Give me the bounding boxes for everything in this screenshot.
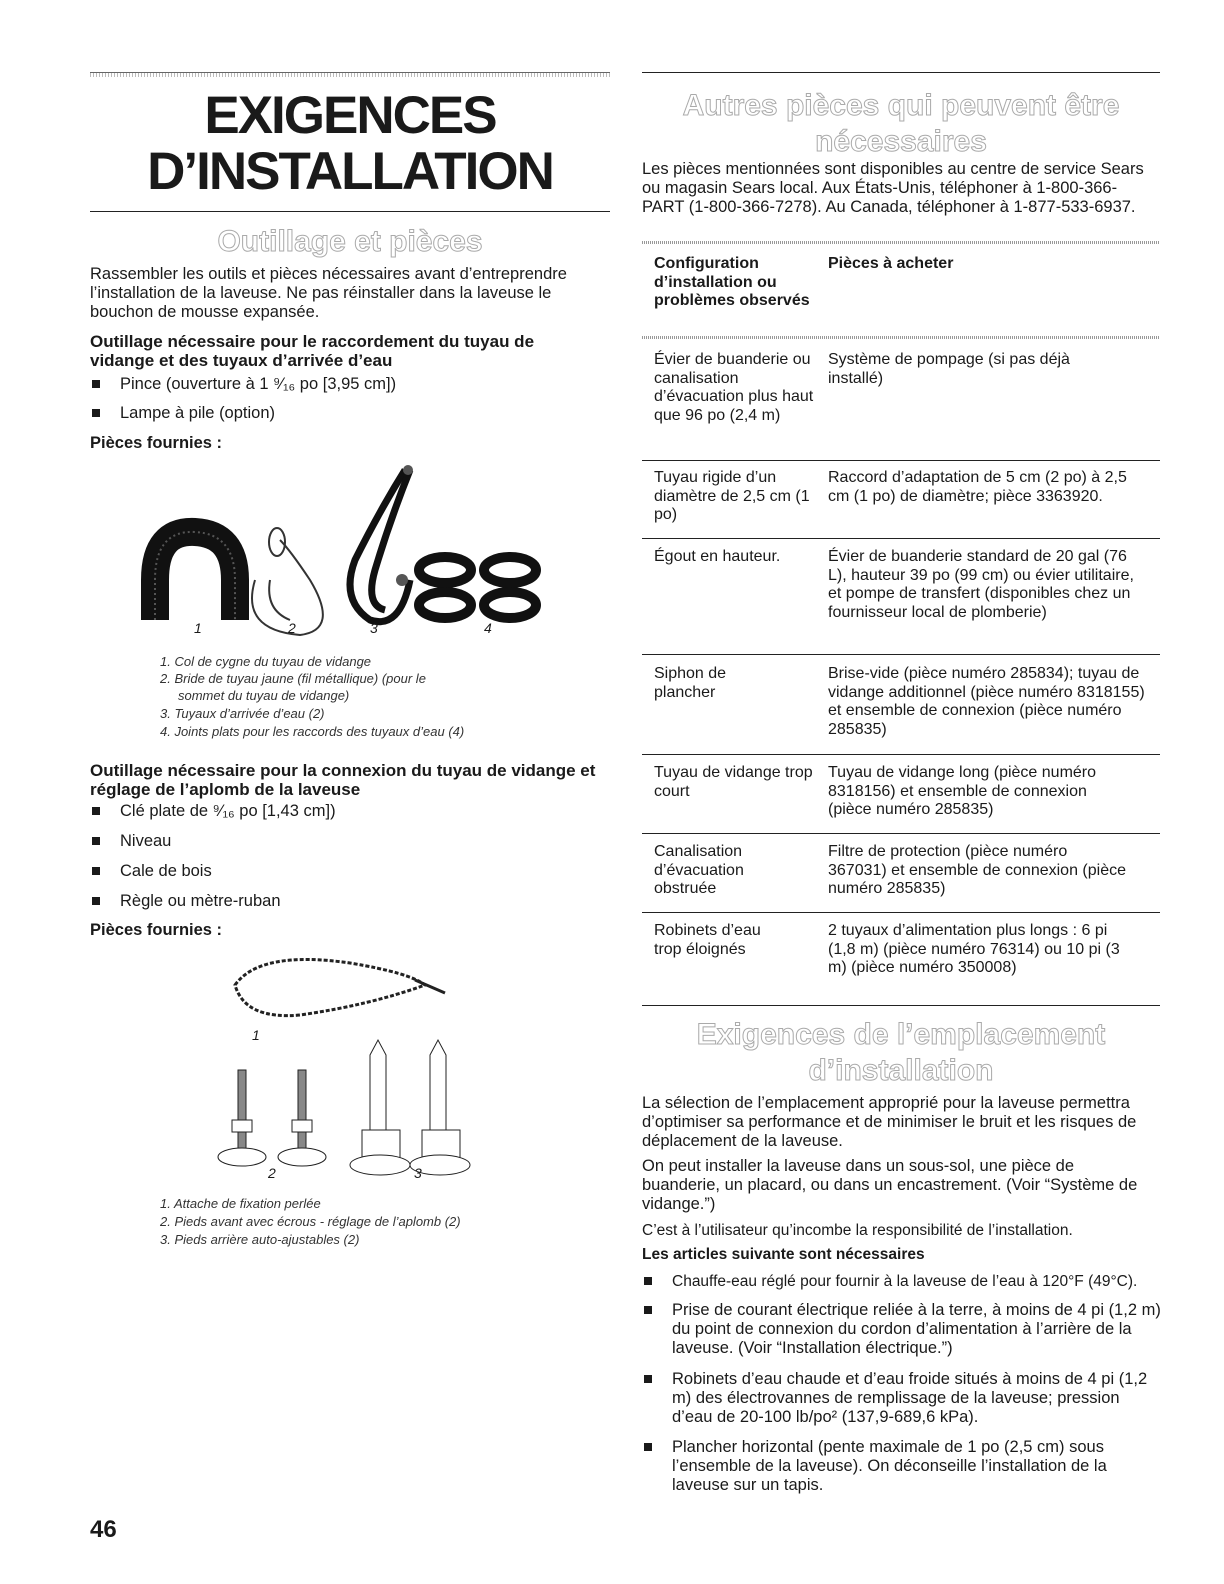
title-divider <box>90 211 610 212</box>
figure-leveling-parts <box>200 945 480 1185</box>
table-row-divider <box>642 912 1160 913</box>
table-header-parts: Pièces à acheter <box>828 255 954 272</box>
table-top-rule <box>642 241 1160 244</box>
table-header-config: Configuration d’installation ou problèmes observés <box>654 255 810 309</box>
section-title-location: Exigences de l’emplacement d’installation <box>696 1018 1106 1087</box>
figure2-caption: 1. Attache de fixation perlée <box>160 1196 321 1211</box>
section-title-tools: Outillage et pièces <box>217 225 483 258</box>
table-bottom-rule <box>642 1005 1160 1006</box>
table-row-divider <box>642 833 1160 834</box>
table-header-rule <box>642 336 1160 339</box>
tool-item: Niveau <box>92 832 610 851</box>
top-rule-right <box>642 72 1160 73</box>
figure-drain-parts <box>140 460 560 640</box>
required-item: Robinets d’eau chaude et d’eau froide situés à moins de 4 pi (1,2 m) des électrovannes de remplissage de la laveuse; pression d’eau de 20-100 lb/po² (137,9-689,6 kPa). <box>644 1370 1162 1427</box>
table-cell-parts: Système de pompage (si pas déjà installé) <box>828 351 1070 387</box>
figure1-number: 1 <box>194 620 202 636</box>
heading-required-items: Les articles suivante sont nécessaires <box>642 1246 925 1263</box>
tool-item: Clé plate de ⁹⁄₁₆ po [1,43 cm]) <box>92 802 610 821</box>
table-row-divider <box>642 538 1160 539</box>
table-cell-config: Évier de buanderie ou canalisation d’évacuation plus haut que 96 po (2,4 m) <box>654 351 814 424</box>
other-parts-intro: Les pièces mentionnées sont disponibles au centre de service Sears ou magasin Sears local. Aux États-Unis, téléphoner à 1-800-366-PART (1-800-366-7278). Au Canada, téléphoner à 1-877-533-6937. <box>642 160 1144 216</box>
heading-drain-tools: Outillage nécessaire pour le raccordement du tuyau de vidange et des tuyaux d’arrivée d’eau <box>90 332 535 370</box>
table-cell-config: Égout en hauteur. <box>654 548 781 565</box>
figure1-caption: 2. Bride de tuyau jaune (fil métallique) (pour le <box>160 671 426 686</box>
required-item: Prise de courant électrique reliée à la terre, à moins de 4 pi (1,2 m) du point de connexion du cordon d’alimentation à l’arrière de la laveuse. (Voir “Installation électrique.”) <box>644 1301 1162 1358</box>
figure1-caption: 3. Tuyaux d’arrivée d’eau (2) <box>160 706 325 721</box>
flat-washers-illustration <box>419 557 536 618</box>
table-cell-config: Tuyau de vidange trop court <box>654 764 813 800</box>
table-cell-parts: Filtre de protection (pièce numéro 367031) et ensemble de connexion (pièce numéro 285835) <box>828 843 1126 897</box>
tool-item: Lampe à pile (option) <box>92 404 610 423</box>
figure2-caption: 3. Pieds arrière auto-ajustables (2) <box>160 1232 360 1247</box>
figure1-number: 4 <box>484 620 492 636</box>
heading-leveling-tools: Outillage nécessaire pour la connexion du tuyau de vidange et réglage de l’aplomb de la laveuse <box>90 761 596 799</box>
figure1-caption: 4. Joints plats pour les raccords des tuyaux d’eau (4) <box>160 724 465 739</box>
table-cell-parts: Raccord d’adaptation de 5 cm (2 po) à 2,5 cm (1 po) de diamètre; pièce 3363920. <box>828 469 1127 505</box>
table-row-divider <box>642 460 1160 461</box>
parts-supplied-label: Pièces fournies : <box>90 921 223 939</box>
location-para: C’est à l’utilisateur qu’incombe la responsibilité de l’installation. <box>642 1222 1073 1239</box>
location-para: On peut installer la laveuse dans un sous-sol, une pièce de buanderie, un placard, ou dans un encastrement. (Voir “Système de vidange.”) <box>642 1157 1138 1213</box>
front-leveling-feet-illustration <box>218 1070 326 1166</box>
location-para: La sélection de l’emplacement approprié pour la laveuse permettra d’optimiser sa performance et de minimiser le bruit et les risques de déplacement de la laveuse. <box>642 1094 1137 1150</box>
wire-hose-clamp-illustration <box>252 528 323 635</box>
figure2-caption: 2. Pieds avant avec écrous - réglage de l’aplomb (2) <box>160 1214 461 1229</box>
figure2-number: 2 <box>268 1165 276 1181</box>
drain-hose-elbow-illustration <box>155 532 235 620</box>
figure2-number: 3 <box>414 1165 422 1181</box>
inlet-hoses-illustration <box>350 465 413 622</box>
tools-intro: Rassembler les outils et pièces nécessaires avant d’entreprendre l’installation de la laveuse. Ne pas réinstaller dans la laveuse le bouchon de mousse expansée. <box>90 265 567 321</box>
table-row-divider <box>642 654 1160 655</box>
top-rule-left <box>90 72 610 77</box>
page-title: EXIGENCES D’INSTALLATION <box>147 86 553 201</box>
page-number: 46 <box>90 1516 117 1543</box>
table-cell-parts: Brise-vide (pièce numéro 285834); tuyau de vidange additionnel (pièce numéro 8318155) et ensemble de connexion (pièce numéro 285835) <box>828 665 1145 738</box>
required-item: Plancher horizontal (pente maximale de 1 po (2,5 cm) sous l’ensemble de la laveuse). On déconseille l’installation de la laveuse sur un tapis. <box>644 1438 1162 1495</box>
table-cell-parts: Tuyau de vidange long (pièce numéro 8318156) et ensemble de connexion (pièce numéro 285835) <box>828 764 1097 818</box>
table-cell-config: Canalisation d’évacuation obstruée <box>654 843 744 897</box>
table-row-divider <box>642 754 1160 755</box>
table-cell-config: Robinets d’eau trop éloignés <box>654 922 761 958</box>
figure1-caption: sommet du tuyau de vidange) <box>178 688 350 703</box>
table-cell-config: Siphon de plancher <box>654 665 727 701</box>
figure1-number: 2 <box>288 620 296 636</box>
tool-item: Pince (ouverture à 1 ⁹⁄₁₆ po [3,95 cm]) <box>92 375 610 394</box>
figure1-caption: 1. Col de cygne du tuyau de vidange <box>160 654 372 669</box>
tool-item: Cale de bois <box>92 862 610 881</box>
beaded-strap-illustration <box>235 959 445 1015</box>
required-item: Chauffe-eau réglé pour fournir à la laveuse de l’eau à 120°F (49°C). <box>644 1272 1182 1291</box>
rear-self-adjusting-feet-illustration <box>350 1040 470 1175</box>
figure2-number: 1 <box>252 1027 260 1043</box>
table-cell-parts: Évier de buanderie standard de 20 gal (76 L), hauteur 39 po (99 cm) ou évier utilitaire, et pompe de transfert (disponibles chez un fournisseur local de plomberie) <box>828 548 1134 621</box>
section-title-other-parts: Autres pièces qui peuvent être nécessaires <box>682 89 1120 158</box>
table-cell-parts: 2 tuyaux d’alimentation plus longs : 6 pi (1,8 m) (pièce numéro 76314) ou 10 pi (3 m) (pièce numéro 350008) <box>828 922 1120 976</box>
table-cell-config: Tuyau rigide d’un diamètre de 2,5 cm (1 po) <box>654 469 810 523</box>
figure1-number: 3 <box>370 620 378 636</box>
tool-item: Règle ou mètre-ruban <box>92 892 610 911</box>
parts-supplied-label: Pièces fournies : <box>90 434 223 452</box>
